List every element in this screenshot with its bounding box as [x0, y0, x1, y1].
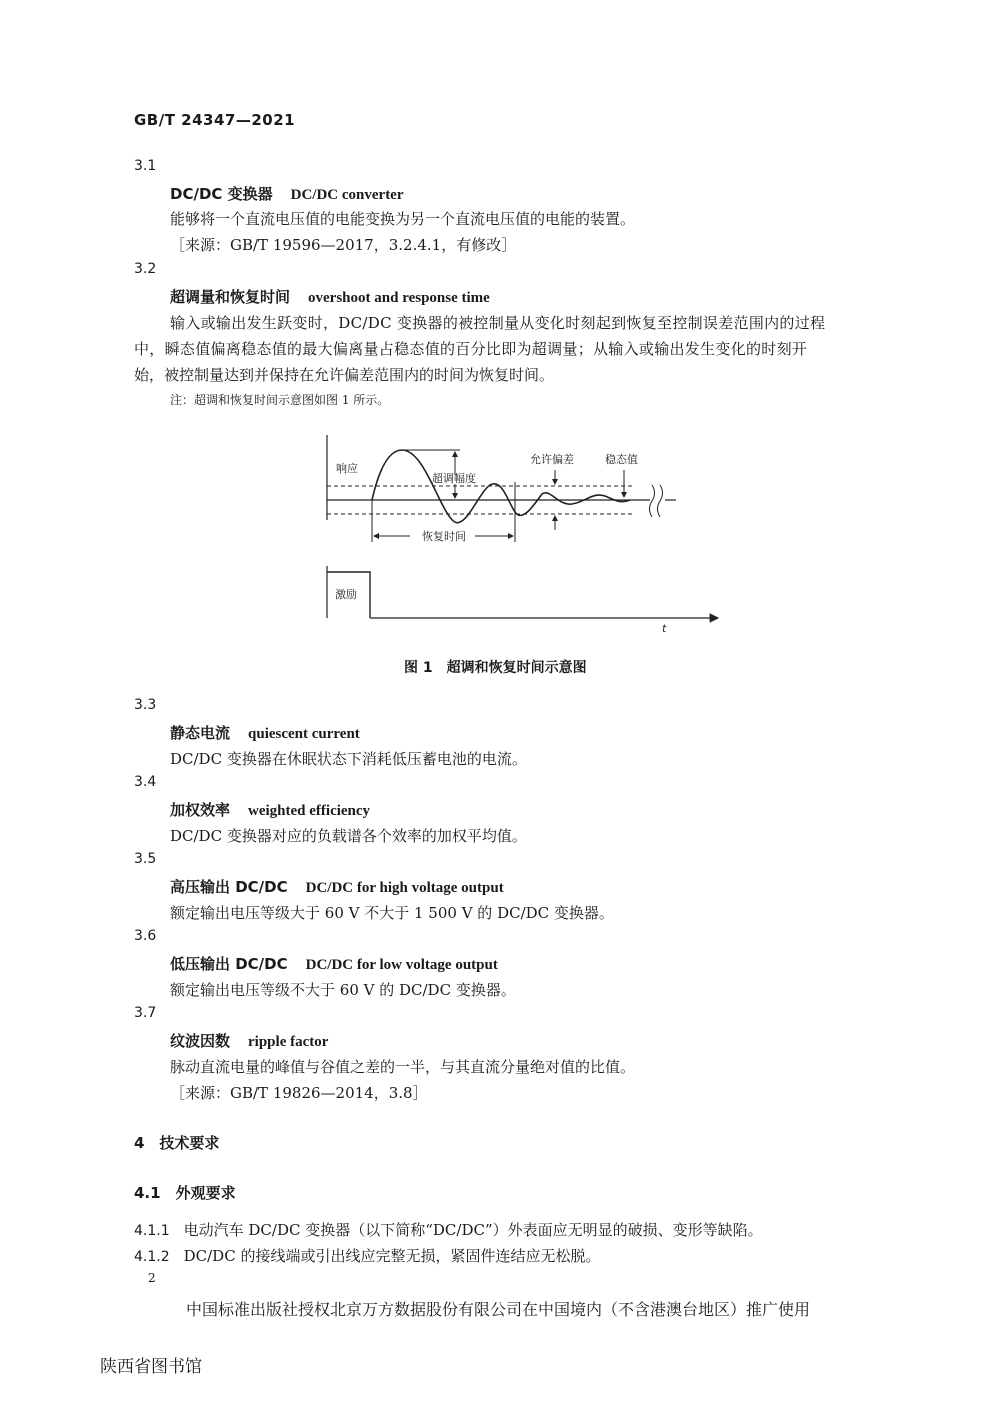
term-en: ripple factor: [248, 1034, 329, 1050]
term-source: ［来源：GB/T 19596—2017，3.2.4.1，有修改］: [170, 236, 517, 254]
term-title: [170, 286, 490, 307]
clause-item: [134, 1219, 763, 1240]
term-title: [170, 1030, 328, 1051]
clause-item: [134, 1245, 600, 1266]
term-en: overshoot and response time: [308, 290, 490, 306]
term-zh: 超调量和恢复时间: [170, 288, 291, 306]
section-title: 4 技术要求: [134, 1134, 220, 1152]
label-overshoot: 超调幅度: [432, 472, 476, 485]
term-title: [170, 722, 360, 743]
label-response: 响应: [336, 462, 358, 475]
term-number: 3.2: [134, 261, 157, 277]
term-definition: 能够将一个直流电压值的电能变换为另一个直流电压值的电能的装置。: [170, 210, 636, 228]
term-definition-line: 始，被控制量达到并保持在允许偏差范围内的时间为恢复时间。: [134, 366, 555, 384]
clause-text: 电动汽车 DC/DC 变换器（以下简称“DC/DC”）外表面应无明显的破损、变形等缺陷。: [183, 1221, 763, 1239]
term-definition-line: 输入或输出发生跃变时，DC/DC 变换器的被控制量从变化时刻起到恢复至控制误差范围内的过程: [170, 314, 826, 332]
figure-caption: 图 1 超调和恢复时间示意图: [404, 660, 587, 676]
term-definition: DC/DC 变换器在休眠状态下消耗低压蓄电池的电流。: [170, 750, 527, 768]
subsection-title: 4.1 外观要求: [134, 1184, 236, 1202]
term-definition-line: 中，瞬态值偏离稳态值的最大偏离量占稳态值的百分比即为超调量；从输入或输出发生变化的时刻开: [134, 340, 808, 358]
term-note: 注：超调和恢复时间示意图如图 1 所示。: [170, 393, 390, 407]
page-number: 2: [148, 1271, 156, 1285]
distribution-footer: 中国标准出版社授权北京万方数据股份有限公司在中国境内（不含港澳台地区）推广使用: [186, 1300, 811, 1319]
term-number: 3.5: [134, 851, 157, 867]
term-en: quiescent current: [248, 726, 360, 742]
axis-break-mark: [650, 485, 655, 517]
term-number: 3.4: [134, 774, 157, 790]
term-number: 3.3: [134, 697, 157, 713]
term-zh: 加权效率: [170, 801, 231, 819]
response-curve: [372, 450, 630, 523]
label-steady: 稳态值: [605, 453, 638, 466]
term-zh: 高压输出 DC/DC: [170, 878, 288, 896]
label-recovery: 恢复时间: [422, 530, 466, 543]
term-definition: 额定输出电压等级不大于 60 V 的 DC/DC 变换器。: [170, 981, 516, 999]
axis-break-mark: [658, 485, 663, 517]
term-title: [170, 953, 498, 974]
term-title: [170, 799, 370, 820]
term-en: DC/DC converter: [290, 187, 404, 203]
term-en: DC/DC for low voltage output: [305, 957, 498, 973]
term-definition: DC/DC 变换器对应的负载谱各个效率的加权平均值。: [170, 827, 527, 845]
clause-number: 4.1.2: [134, 1249, 170, 1265]
term-zh: 纹波因数: [170, 1032, 231, 1050]
term-definition: 额定输出电压等级大于 60 V 不大于 1 500 V 的 DC/DC 变换器。: [170, 904, 614, 922]
term-en: weighted efficiency: [248, 803, 371, 819]
term-number: 3.7: [134, 1005, 157, 1021]
term-title: [170, 876, 504, 897]
standard-number: GB/T 24347—2021: [134, 111, 296, 129]
term-title: [170, 183, 404, 204]
clause-number: 4.1.1: [134, 1223, 170, 1239]
label-tolerance: 允许偏差: [530, 453, 574, 466]
label-time-axis: t: [662, 622, 667, 635]
label-excitation: 激励: [335, 588, 357, 601]
term-zh: DC/DC 变换器: [170, 185, 273, 203]
term-number: 3.1: [134, 158, 157, 174]
term-zh: 低压输出 DC/DC: [170, 955, 288, 973]
term-en: DC/DC for high voltage output: [305, 880, 504, 896]
figure-overshoot-diagram: [310, 430, 730, 645]
term-zh: 静态电流: [170, 724, 231, 742]
clause-text: DC/DC 的接线端或引出线应完整无损，紧固件连结应无松脱。: [183, 1247, 601, 1265]
term-number: 3.6: [134, 928, 157, 944]
term-source: ［来源：GB/T 19826—2014，3.8］: [170, 1084, 428, 1102]
library-stamp: 陕西省图书馆: [100, 1357, 202, 1377]
term-definition: 脉动直流电量的峰值与谷值之差的一半，与其直流分量绝对值的比值。: [170, 1058, 636, 1076]
